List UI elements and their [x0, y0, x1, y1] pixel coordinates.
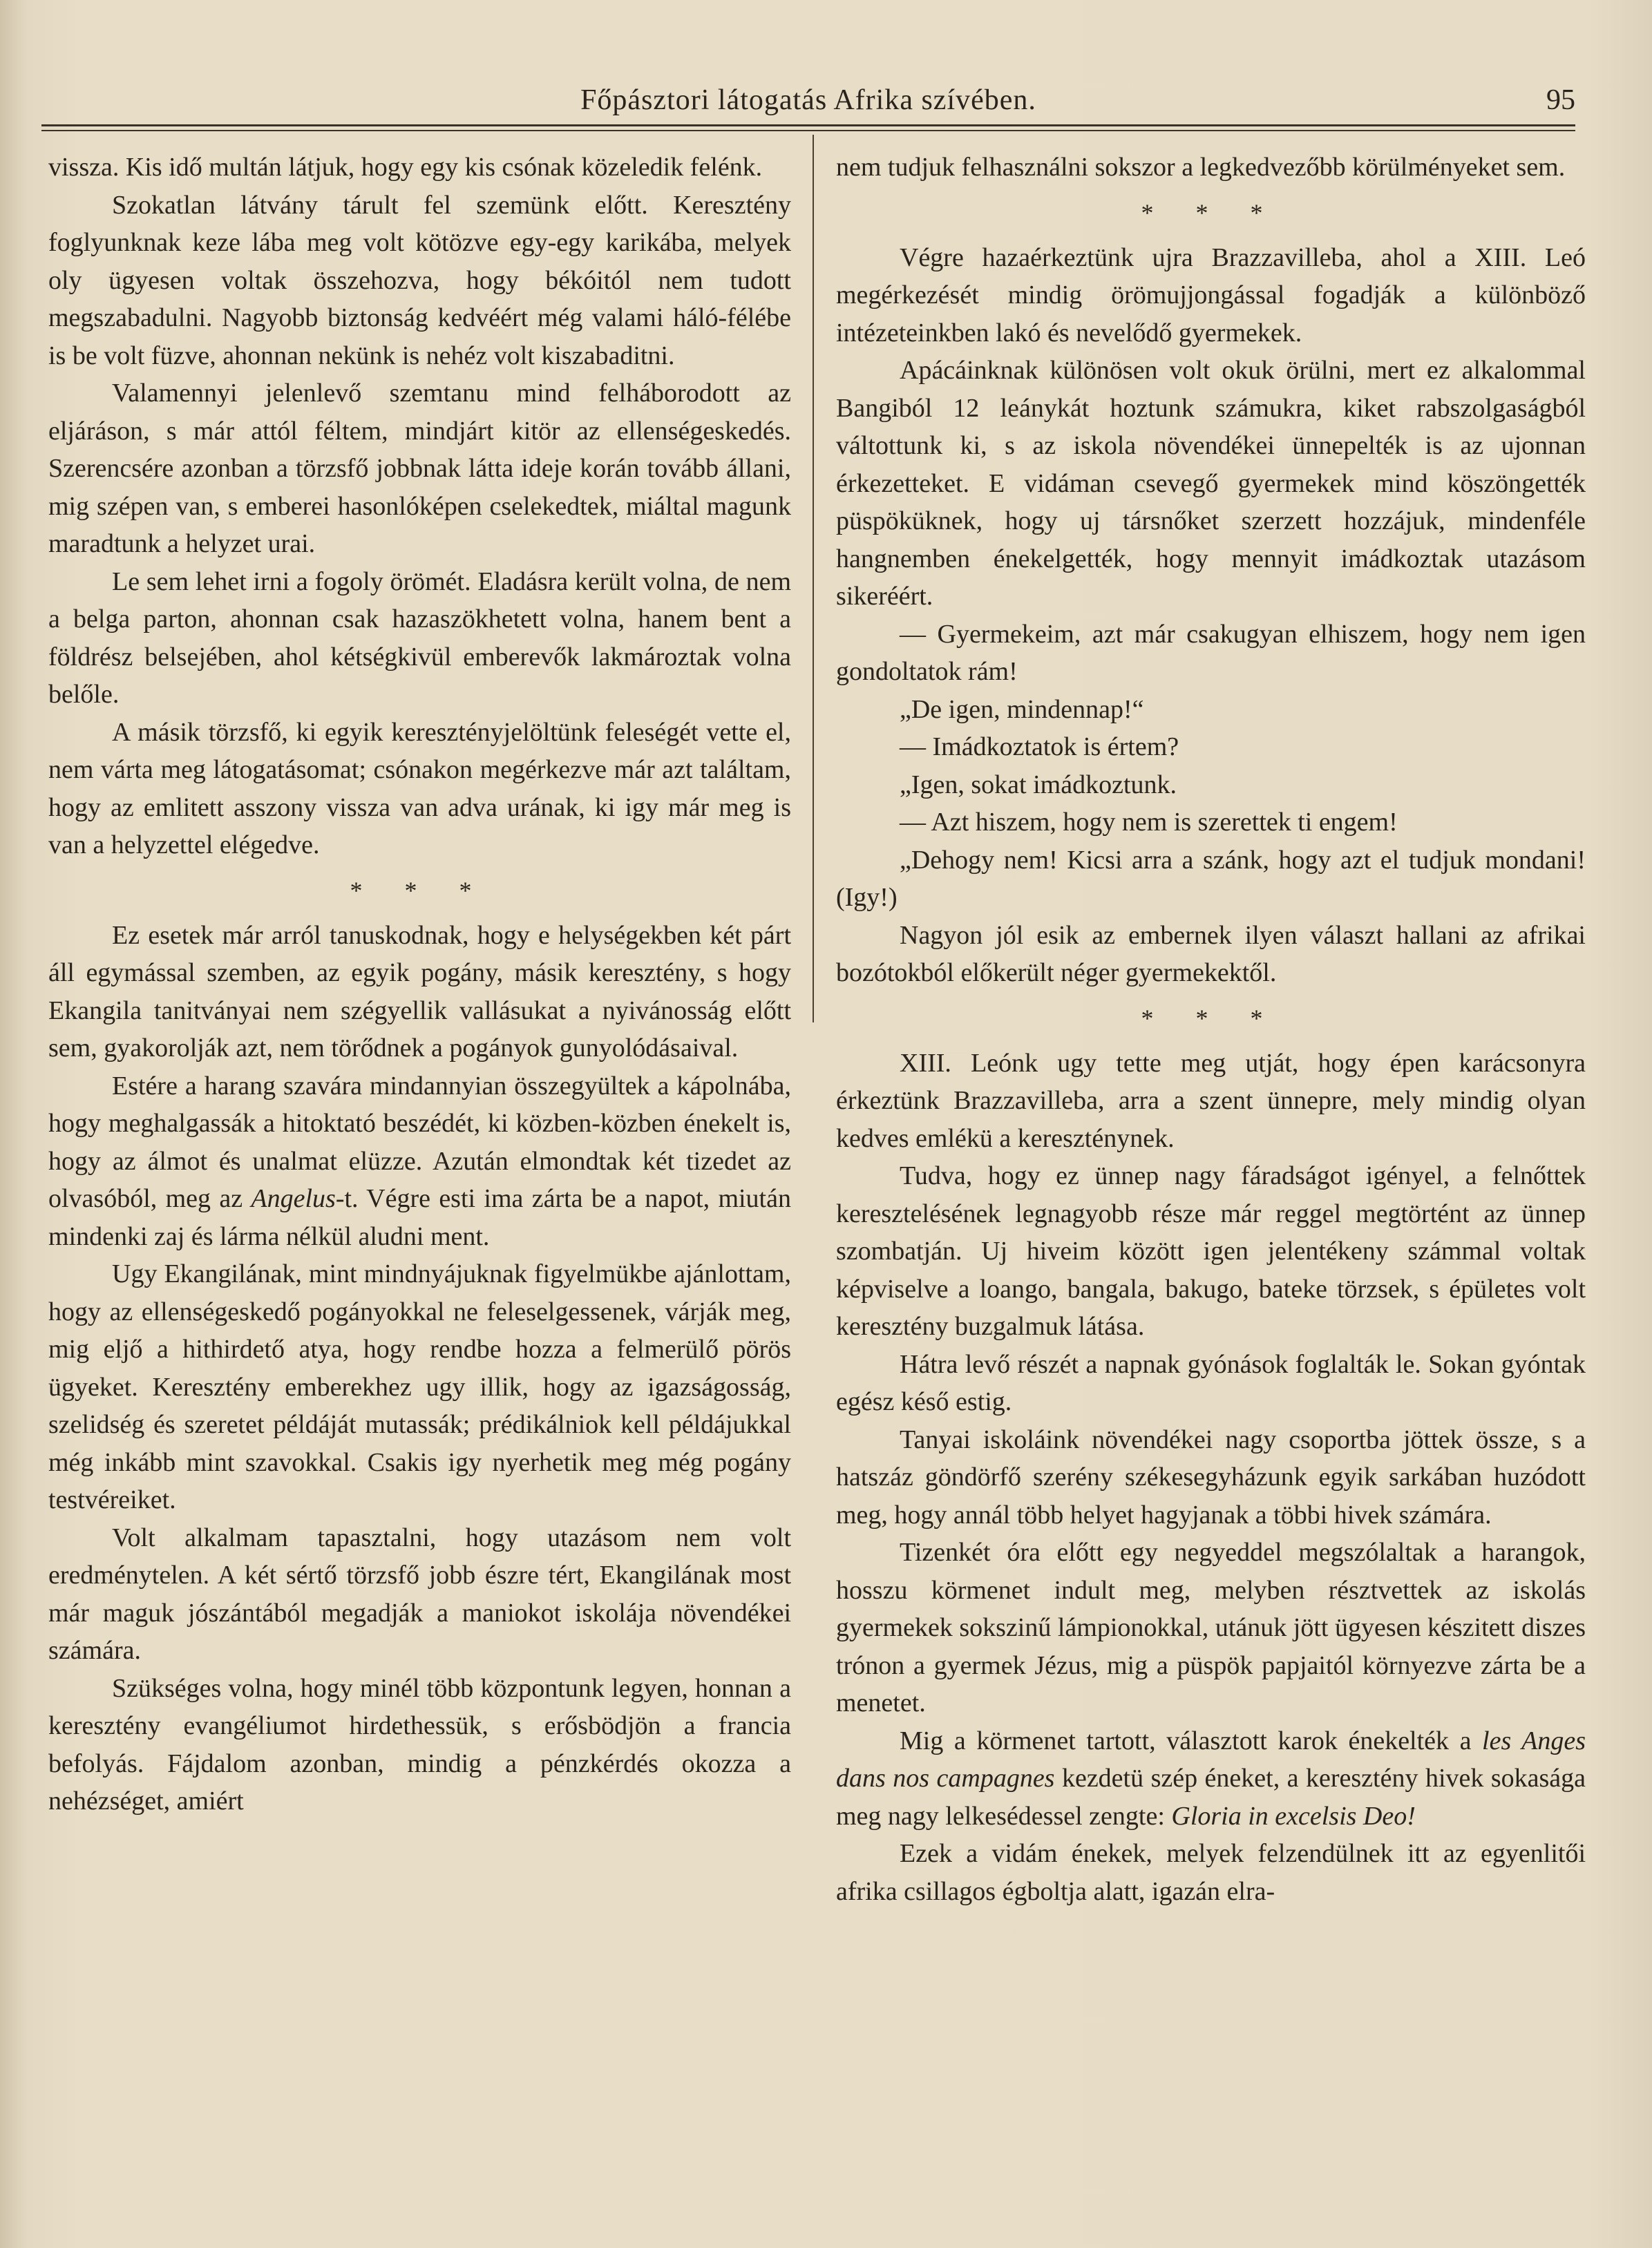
- paragraph: Mig a körmenet tartott, választott karok énekelték a les Anges dans nos campagnes kezdetü szép éneket, a keresztény hivek sokasága meg nagy lelkesédessel zengte: Gloria in excelsis Deo!: [836, 1726, 1586, 1831]
- left-column: [48, 149, 791, 2221]
- page-header: [41, 77, 1575, 123]
- paragraph: Estére a harang szavára mindannyian összegyültek a kápolnába, hogy meghalgassák a hitoktató beszédét, ki közben-közben énekelt is, hogy az álmot és unalmat elüzze. Azután elmondtak két tizedet az olvasóból, meg az Angelus-t. Végre esti ima zárta be a napot, miután mindenki zaj és lárma nélkül aludni ment.: [48, 1071, 791, 1251]
- section-separator: * * *: [350, 876, 490, 904]
- paragraph: nem tudjuk felhasználni sokszor a legkedvezőbb körülményeket sem.: [836, 153, 1566, 182]
- column-divider: [813, 135, 814, 1022]
- running-title: Főpásztori látogatás Afrika szívében.: [580, 84, 1036, 116]
- paragraph: A másik törzsfő, ki egyik keresztényjelöltünk feleségét vette el, nem várta meg látogatásomat; csónakon megérkezve már azt találtam, hogy az emlitett asszony vissza van adva urának, ki igy már meg is van a helyzettel elégedve.: [48, 717, 791, 859]
- italic-term: Angelus: [251, 1184, 336, 1213]
- italic-term: les Anges dans nos campagnes: [836, 1726, 1586, 1793]
- paragraph: Szokatlan látvány tárult fel szemünk előtt. Keresztény foglyunknak keze lába meg volt kötözve egy-egy karikába, melyek oly ügyesen voltak összehozva, hogy békóitól nem tudott megszabadulni. Nagyobb biztonság kedvéért még valami háló-félébe is be volt füzve, ahonnan nekünk is nehéz volt kiszabaditni.: [48, 190, 791, 370]
- paragraph: XIII. Leónk ugy tette meg utját, hogy épen karácsonyra érkeztünk Brazzavilleba, arra a szent ünnepre, mely mindig olyan kedves emlékü a kereszténynek.: [836, 1048, 1586, 1153]
- header-rule: [41, 124, 1575, 126]
- paragraph: Tudva, hogy ez ünnep nagy fáradságot igényel, a felnőttek keresztelésének legnagyobb része már reggel megtörtént az ünnep szombatján. Uj hiveim között igen jelentékeny számmal voltak képviselve a loango, bangala, bakugo, bateke törzsek, s épületes volt keresztény buzgalmuk látása.: [836, 1161, 1586, 1341]
- paragraph: „Igen, sokat imádkoztunk.: [900, 770, 1177, 799]
- paragraph: „De igen, mindennap!“: [900, 694, 1144, 724]
- paragraph: Valamennyi jelenlevő szemtanu mind felháborodott az eljáráson, s már attól féltem, mindjárt kitör az ellenségeskedés. Szerencsére azonban a törzsfő jobbnak látta ideje korán tovább állani, mig szépen van, s emberei hasonlóképen cselekedtek, miáltal magunk maradtunk a helyzet urai.: [48, 379, 791, 558]
- header-rule-thin: [41, 130, 1575, 131]
- paragraph: Ezek a vidám énekek, melyek felzendülnek itt az egyenlitői afrika csillagos égboltja alatt, igazán elra-: [836, 1839, 1586, 1906]
- section-separator: * * *: [1141, 198, 1281, 227]
- paragraph: Végre hazaérkeztünk ujra Brazzavilleba, ahol a XIII. Leó megérkezését mindig örömujjongással fogadják a különböző intézeteinkben lakó és nevelődő gyermekek.: [836, 242, 1586, 347]
- paragraph: Hátra levő részét a napnak gyónások foglalták le. Sokan gyóntak egész késő estig.: [836, 1349, 1586, 1416]
- paragraph: Szükséges volna, hogy minél több központunk legyen, honnan a keresztény evangéliumot hirdethessük, s erősbödjön a francia befolyás. Fájdalom azonban, mindig a pénzkérdés okozza a nehézséget, amiért: [48, 1673, 791, 1816]
- paragraph: Tizenkét óra előtt egy negyeddel megszólaltak a harangok, hosszu körmenet indult meg, melyben résztvettek az iskolás gyermekek sokszinű lámpionokkal, utánuk jött ügyesen készitett diszes trónon a gyermek Jézus, mig a püspök papjaitól környezve zárta be a menetet.: [836, 1538, 1586, 1717]
- paragraph: „Dehogy nem! Kicsi arra a szánk, hogy azt el tudjuk mondani! (Igy!): [836, 845, 1586, 912]
- paragraph: — Gyermekeim, azt már csakugyan elhiszem, hogy nem igen gondoltatok rám!: [836, 619, 1586, 686]
- paragraph: Nagyon jól esik az embernek ilyen választ hallani az afrikai bozótokból előkerült néger gyermekektől.: [836, 920, 1586, 987]
- paragraph: Volt alkalmam tapasztalni, hogy utazásom nem volt eredménytelen. A két sértő törzsfő jobb észre tért, Ekangilának most már maguk jószántából megadják a maniokot iskolája növendékei számára.: [48, 1523, 791, 1665]
- paragraph: Ugy Ekangilának, mint mindnyájuknak figyelmükbe ajánlottam, hogy az ellenségeskedő pogányokkal ne feleselgessenek, várják meg, mig eljő a hithirdető atya, hogy rendbe hozza a felmerülő pörös ügyeket. Keresztény emberekhez ugy illik, hogy az igazságosság, szelidség és szeretet példáját mutassák; prédikálniok kell példájukkal még inkább mint szavokkal. Csakis igy nyerhetik meg még pogány testvéreiket.: [48, 1259, 791, 1514]
- paragraph: Apácáinknak különösen volt okuk örülni, mert ez alkalommal Bangiból 12 leánykát hoztunk számukra, kiket rabszolgaságból váltottunk ki, s az iskola növendékei ünnepelték is az ujonnan érkezetteket. E vidáman csevegő gyermekek mind köszöngették püspöküknek, hogy uj társnőket szerzett hozzájuk, mindenféle hangnemben énekelgették, hogy mennyit imádkoztak utazásom sikeréért.: [836, 356, 1586, 611]
- right-column: [836, 149, 1586, 2221]
- paragraph: vissza. Kis idő multán látjuk, hogy egy kis csónak közeledik felénk.: [48, 153, 763, 182]
- paragraph: — Azt hiszem, hogy nem is szerettek ti engem!: [900, 808, 1398, 837]
- page-number: 95: [1546, 84, 1575, 116]
- section-separator: * * *: [1141, 1004, 1281, 1032]
- paragraph: — Imádkoztatok is értem?: [900, 732, 1179, 761]
- paragraph: Le sem lehet irni a fogoly örömét. Eladásra került volna, de nem a belga parton, ahonnan csak hazaszökhetett volna, hanem bent a földrész belsejében, ahol kétségkivül emberevők lakmároztak volna belőle.: [48, 566, 791, 709]
- paragraph: Ez esetek már arról tanuskodnak, hogy e helységekben két párt áll egymással szemben, az egyik pogány, másik keresztény, s hogy Ekangila tanitványai nem szégyellik vallásukat a nyivánosság előtt sem, gyakorolják azt, nem törődnek a pogányok gunyolódásaival.: [48, 920, 791, 1063]
- paragraph: Tanyai iskoláink növendékei nagy csoportba jöttek össze, s a hatszáz göndörfő szerény székesegyházunk egyik sarkában huzódott meg, hogy annál több helyet hagyjanak a többi hivek számára.: [836, 1425, 1586, 1530]
- italic-term: Gloria in excelsis Deo!: [1171, 1801, 1416, 1831]
